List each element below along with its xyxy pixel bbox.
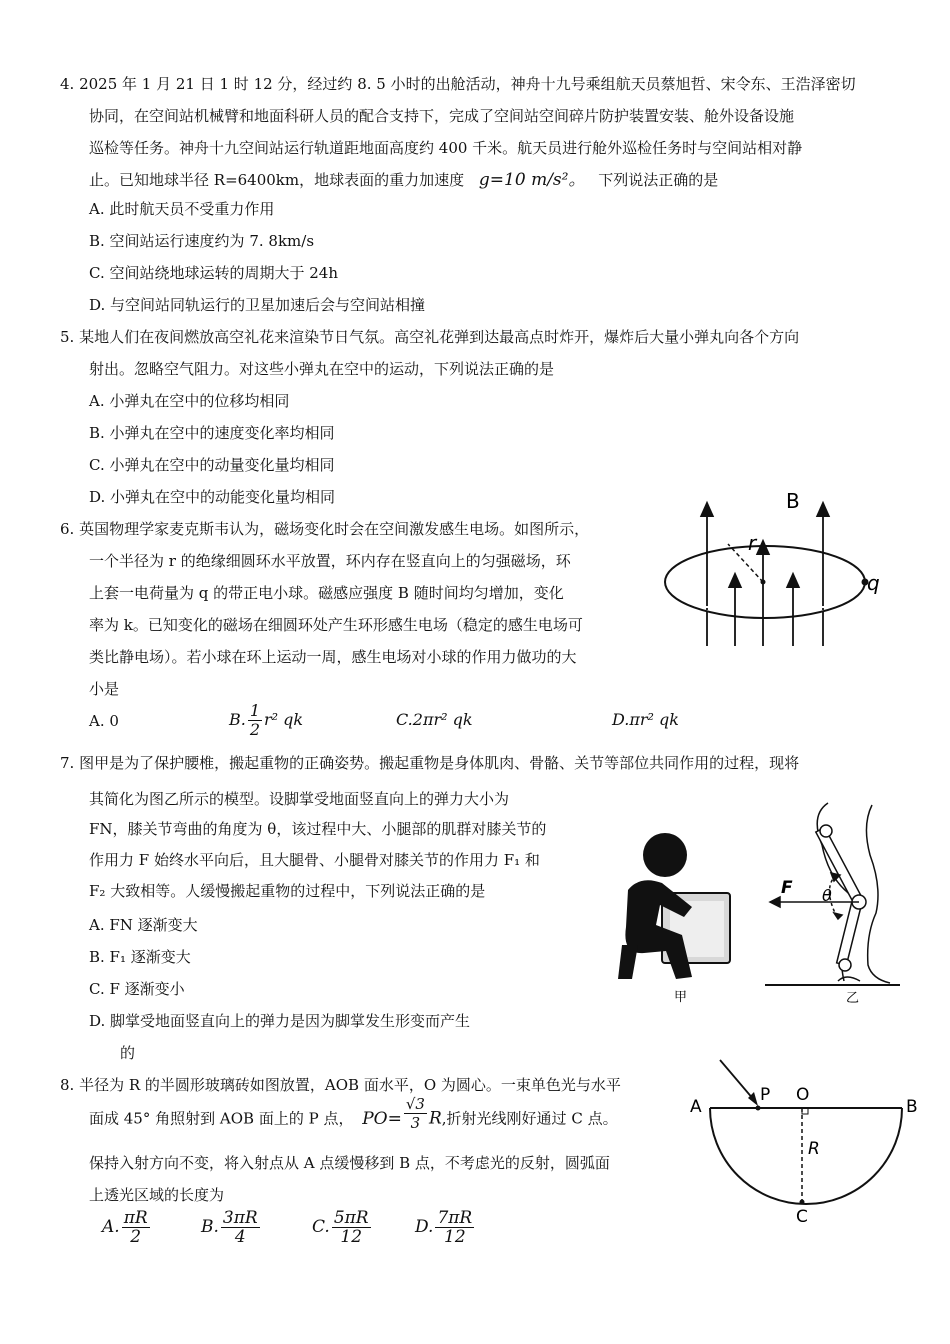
q7-option-b: B. F₁ 逐渐变大 bbox=[89, 948, 191, 966]
q8-option-c-num: 5πR bbox=[333, 1208, 369, 1228]
q6-half-num: 1 bbox=[249, 701, 261, 720]
label-P: P bbox=[760, 1085, 771, 1105]
q6-line-6: 小是 bbox=[89, 680, 120, 698]
q7-option-c: C. F 逐渐变小 bbox=[89, 980, 185, 998]
q4-line-4-text: 止。已知地球半径 R=6400km，地球表面的重力加速度 bbox=[89, 171, 465, 189]
q8-option-d bbox=[415, 1204, 476, 1250]
q8-po-fraction bbox=[404, 1095, 427, 1132]
q6-option-a: A. 0 bbox=[89, 712, 119, 730]
q8-option-a-num: πR bbox=[123, 1208, 148, 1228]
q4-option-c: C. 空间站绕地球运转的周期大于 24h bbox=[89, 264, 338, 282]
q6-line-1: 6. 英国物理学家麦克斯韦认为，磁场变化时会在空间激发感生电场。如图所示， bbox=[60, 520, 590, 538]
label-R: R bbox=[808, 1139, 820, 1159]
q8-option-d-num: 7πR bbox=[437, 1208, 473, 1228]
q8-line-1: 8. 半径为 R 的半圆形玻璃砖如图放置，AOB 面水平，O 为圆心。一束单色光与水平 bbox=[60, 1076, 621, 1094]
label-C: C bbox=[796, 1207, 808, 1225]
q5-option-a: A. 小弹丸在空中的位移均相同 bbox=[89, 392, 290, 410]
center-dot bbox=[761, 580, 766, 585]
q4-tail: 下列说法正确的是 bbox=[598, 171, 719, 189]
figure-jia bbox=[618, 833, 730, 1005]
label-B: B bbox=[906, 1097, 918, 1117]
q6-line-4: 率为 k。已知变化的磁场在细圆环处产生环形感生电场（稳定的感生电场可 bbox=[89, 616, 583, 634]
label-q: q bbox=[867, 571, 880, 595]
field-lines bbox=[707, 508, 823, 646]
q8-po-lhs: PO= bbox=[362, 1108, 402, 1129]
q8-option-d-letter: D. bbox=[415, 1217, 434, 1237]
q4-formula: g=10 m/s²。 bbox=[478, 170, 586, 190]
q8-option-b bbox=[201, 1204, 262, 1250]
q7-line-3: FN，膝关节弯曲的角度为 θ，该过程中大、小腿部的肌群对膝关节的 bbox=[89, 820, 547, 838]
q4-line-4 bbox=[89, 170, 718, 190]
q4-option-b: B. 空间站运行速度约为 7. 8km/s bbox=[89, 232, 315, 250]
q8-line-2-tail: ,折射光线刚好通过 C 点。 bbox=[441, 1109, 618, 1128]
label-yi: 乙 bbox=[846, 991, 860, 1006]
q8-option-c-fraction bbox=[332, 1209, 371, 1246]
q8-line-2-text: 面成 45° 角照射到 AOB 面上的 P 点， bbox=[89, 1109, 354, 1128]
q7-figure bbox=[600, 795, 900, 1020]
q6-option-b-expr: r² qk bbox=[264, 710, 304, 729]
q5-option-d: D. 小弹丸在空中的动能变化量均相同 bbox=[89, 488, 336, 506]
q8-po-num: √3 bbox=[405, 1095, 425, 1113]
q8-option-d-den: 12 bbox=[444, 1227, 466, 1247]
q5-option-c: C. 小弹丸在空中的动量变化量均相同 bbox=[89, 456, 335, 474]
q4-line-1: 4. 2025 年 1 月 21 日 1 时 12 分，经过约 8. 5 小时的出舱活动，神舟十九号乘组航天员蔡旭哲、宋令东、王浩泽密切 bbox=[60, 75, 856, 93]
q6-option-d: D.πr² qk bbox=[612, 710, 679, 729]
q6-line-2: 一个半径为 r 的绝缘细圆环水平放置，环内存在竖直向上的匀强磁场，环 bbox=[89, 552, 571, 570]
q8-figure bbox=[686, 1050, 926, 1225]
label-theta: θ bbox=[822, 886, 832, 905]
q8-option-a-den: 2 bbox=[130, 1227, 142, 1247]
q8-option-b-den: 4 bbox=[234, 1227, 246, 1247]
point-C bbox=[800, 1200, 805, 1205]
q8-option-c-letter: C. bbox=[312, 1217, 330, 1237]
q8-option-b-letter: B. bbox=[201, 1217, 219, 1237]
q8-line-4: 上透光区域的长度为 bbox=[89, 1186, 225, 1204]
q8-option-a bbox=[102, 1204, 152, 1250]
q8-po-R: R bbox=[428, 1108, 442, 1129]
q7-line-1: 7. 图甲是为了保护腰椎，搬起重物的正确姿势。搬起重物是身体肌肉、骨骼、关节等部位共同作用的过程，现将 bbox=[60, 754, 800, 772]
q8-line-2 bbox=[89, 1095, 618, 1132]
q4-line-3: 巡检等任务。神舟十九空间站运行轨道距地面高度约 400 千米。航天员进行舱外巡检任务时与空间站相对静 bbox=[89, 139, 803, 157]
q8-option-d-fraction bbox=[435, 1209, 474, 1246]
q8-option-a-fraction bbox=[122, 1209, 150, 1246]
q6-option-b bbox=[229, 700, 303, 740]
radius-line bbox=[728, 544, 763, 582]
q6-option-b-letter: B. bbox=[229, 710, 246, 729]
point-P bbox=[756, 1106, 761, 1111]
q7-line-4: 作用力 F 始终水平向后，且大腿骨、小腿骨对膝关节的作用力 F₁ 和 bbox=[89, 851, 540, 869]
q6-line-5: 类比静电场）。若小球在环上运动一周，感生电场对小球的作用力做功的大 bbox=[89, 648, 577, 666]
q7-option-d-cont: 的 bbox=[120, 1044, 136, 1062]
q7-option-a: A. FN 逐渐变大 bbox=[89, 916, 198, 934]
q7-option-d: D. 脚掌受地面竖直向上的弹力是因为脚掌发生形变而产生 bbox=[89, 1012, 471, 1030]
q8-po-den: 3 bbox=[410, 1114, 421, 1132]
q4-option-a: A. 此时航天员不受重力作用 bbox=[89, 200, 275, 218]
q8-option-a-letter: A. bbox=[102, 1217, 120, 1237]
q4-line-2: 协同，在空间站机械臂和地面科研人员的配合支持下，完成了空间站空间碎片防护装置安装、舱外设备设施 bbox=[89, 107, 795, 125]
q8-option-c bbox=[312, 1204, 373, 1250]
q7-line-5: F₂ 大致相等。人缓慢搬起重物的过程中，下列说法正确的是 bbox=[89, 882, 486, 900]
q6-option-c: C.2πr² qk bbox=[396, 710, 473, 729]
q6-figure bbox=[660, 486, 900, 656]
q5-option-b: B. 小弹丸在空中的速度变化率均相同 bbox=[89, 424, 335, 442]
q6-line-3: 上套一电荷量为 q 的带正电小球。磁感应强度 B 随时间均匀增加，变化 bbox=[89, 584, 564, 602]
q8-option-b-fraction bbox=[221, 1209, 260, 1246]
q5-line-1: 5. 某地人们在夜间燃放高空礼花来渲染节日气氛。高空礼花弹到达最高点时炸开，爆炸后大量小弹丸向各个方向 bbox=[60, 328, 800, 346]
label-F: F bbox=[781, 878, 793, 898]
q8-line-3: 保持入射方向不变，将入射点从 A 点缓慢移到 B 点，不考虑光的反射，圆弧面 bbox=[89, 1154, 610, 1172]
label-r: r bbox=[748, 531, 757, 555]
semicircle-arc bbox=[710, 1108, 902, 1204]
q7-line-2: 其简化为图乙所示的模型。设脚掌受地面竖直向上的弹力大小为 bbox=[89, 790, 510, 808]
q8-option-b-num: 3πR bbox=[222, 1208, 258, 1228]
label-O: O bbox=[796, 1085, 810, 1105]
incident-ray bbox=[720, 1060, 754, 1100]
q8-option-c-den: 12 bbox=[340, 1227, 363, 1247]
q5-line-2: 射出。忽略空气阻力。对这些小弹丸在空中的运动，下列说法正确的是 bbox=[89, 360, 555, 378]
q4-option-d: D. 与空间站同轨运行的卫星加速后会与空间站相撞 bbox=[89, 296, 426, 314]
q6-option-b-fraction bbox=[248, 702, 262, 739]
label-B: B bbox=[786, 489, 800, 513]
label-A: A bbox=[690, 1097, 702, 1117]
label-jia: 甲 bbox=[674, 990, 688, 1005]
q6-half-den: 2 bbox=[249, 720, 261, 739]
